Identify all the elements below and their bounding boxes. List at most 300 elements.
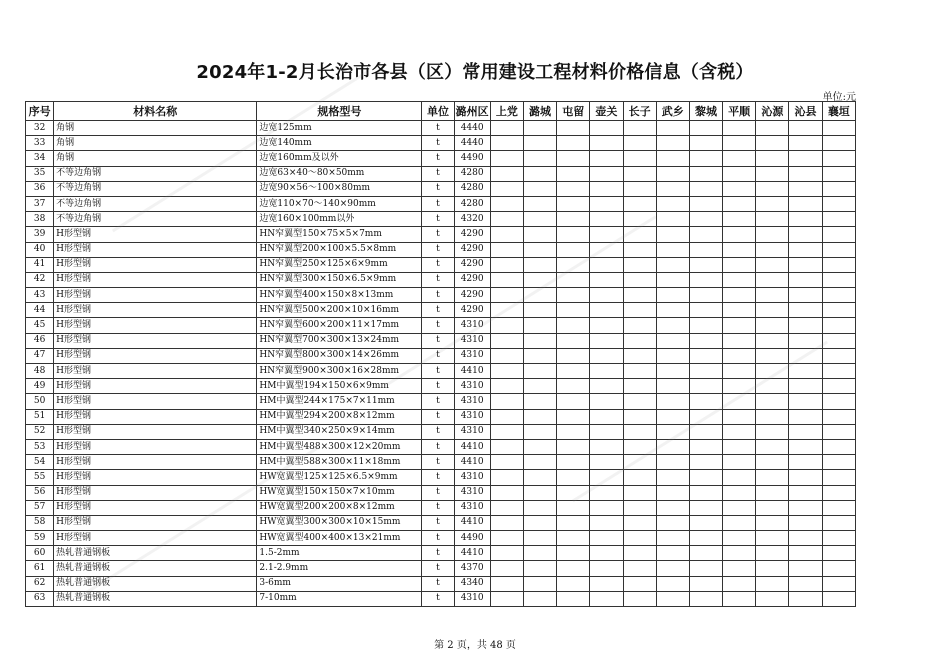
unit-cell: t — [422, 288, 454, 303]
price-empty-cell — [590, 227, 623, 242]
price-empty-cell — [656, 348, 689, 363]
price-empty-cell — [523, 409, 556, 424]
table-row — [26, 500, 856, 515]
price-empty-cell — [623, 136, 656, 151]
price-luzhou: 4410 — [454, 546, 490, 561]
unit-cell: t — [422, 257, 454, 272]
price-empty-cell — [557, 531, 590, 546]
page-footer: 第 2 页，共 48 页 — [434, 640, 516, 651]
header-cell: 沁县 — [789, 102, 822, 121]
price-empty-cell — [490, 485, 523, 500]
price-empty-cell — [756, 257, 789, 272]
material-name: H形型钢 — [54, 439, 257, 454]
price-empty-cell — [490, 500, 523, 515]
price-empty-cell — [656, 257, 689, 272]
unit-cell: t — [422, 515, 454, 530]
price-empty-cell — [789, 531, 822, 546]
row-number: 46 — [26, 333, 54, 348]
row-number: 43 — [26, 288, 54, 303]
price-empty-cell — [523, 166, 556, 181]
price-empty-cell — [490, 546, 523, 561]
price-empty-cell — [789, 257, 822, 272]
price-empty-cell — [656, 591, 689, 606]
price-empty-cell — [623, 531, 656, 546]
row-number: 34 — [26, 151, 54, 166]
price-empty-cell — [822, 151, 855, 166]
material-name: H形型钢 — [54, 348, 257, 363]
price-empty-cell — [557, 394, 590, 409]
table-row — [26, 348, 856, 363]
unit-cell: t — [422, 424, 454, 439]
row-number: 56 — [26, 485, 54, 500]
price-luzhou: 4490 — [454, 531, 490, 546]
price-empty-cell — [523, 196, 556, 211]
price-empty-cell — [756, 121, 789, 136]
price-empty-cell — [756, 439, 789, 454]
price-empty-cell — [490, 439, 523, 454]
table-row — [26, 121, 856, 136]
price-empty-cell — [689, 272, 722, 287]
price-empty-cell — [756, 394, 789, 409]
page-title: 2024年1-2月长治市各县（区）常用建设工程材料价格信息（含税） — [196, 62, 754, 83]
price-empty-cell — [623, 242, 656, 257]
price-empty-cell — [789, 485, 822, 500]
price-empty-cell — [590, 136, 623, 151]
table-row — [26, 272, 856, 287]
price-empty-cell — [623, 303, 656, 318]
price-empty-cell — [623, 409, 656, 424]
price-empty-cell — [557, 546, 590, 561]
price-empty-cell — [822, 242, 855, 257]
price-empty-cell — [590, 348, 623, 363]
unit-cell: t — [422, 181, 454, 196]
price-empty-cell — [656, 303, 689, 318]
price-empty-cell — [656, 576, 689, 591]
price-empty-cell — [623, 546, 656, 561]
price-empty-cell — [822, 121, 855, 136]
spec-model: HW宽翼型300×300×10×15mm — [257, 515, 422, 530]
material-name: H形型钢 — [54, 288, 257, 303]
price-empty-cell — [623, 439, 656, 454]
unit-cell: t — [422, 561, 454, 576]
material-name: H形型钢 — [54, 409, 257, 424]
price-empty-cell — [723, 485, 756, 500]
price-empty-cell — [490, 591, 523, 606]
price-empty-cell — [490, 288, 523, 303]
price-empty-cell — [557, 409, 590, 424]
price-empty-cell — [689, 333, 722, 348]
spec-model: HN窄翼型150×75×5×7mm — [257, 227, 422, 242]
material-name: H形型钢 — [54, 424, 257, 439]
price-empty-cell — [689, 318, 722, 333]
price-empty-cell — [590, 166, 623, 181]
price-empty-cell — [689, 121, 722, 136]
price-empty-cell — [756, 242, 789, 257]
header-cell: 单位 — [422, 102, 454, 121]
price-empty-cell — [723, 333, 756, 348]
header-cell: 襄垣 — [822, 102, 855, 121]
price-empty-cell — [822, 166, 855, 181]
row-number: 45 — [26, 318, 54, 333]
price-luzhou: 4310 — [454, 348, 490, 363]
material-name: 热轧普通钢板 — [54, 591, 257, 606]
unit-cell: t — [422, 576, 454, 591]
price-empty-cell — [822, 136, 855, 151]
spec-model: 边宽140mm — [257, 136, 422, 151]
table-row — [26, 166, 856, 181]
spec-model: HM中翼型194×150×6×9mm — [257, 379, 422, 394]
price-empty-cell — [623, 485, 656, 500]
spec-model: 边宽63×40～80×50mm — [257, 166, 422, 181]
price-empty-cell — [523, 151, 556, 166]
row-number: 41 — [26, 257, 54, 272]
price-luzhou: 4410 — [454, 455, 490, 470]
price-empty-cell — [656, 394, 689, 409]
table-row — [26, 546, 856, 561]
price-empty-cell — [822, 348, 855, 363]
price-empty-cell — [490, 470, 523, 485]
price-empty-cell — [689, 485, 722, 500]
spec-model: HN窄翼型800×300×14×26mm — [257, 348, 422, 363]
unit-cell: t — [422, 531, 454, 546]
price-empty-cell — [756, 500, 789, 515]
price-empty-cell — [656, 318, 689, 333]
row-number: 49 — [26, 379, 54, 394]
price-empty-cell — [523, 272, 556, 287]
price-luzhou: 4490 — [454, 151, 490, 166]
unit-cell: t — [422, 166, 454, 181]
price-empty-cell — [590, 576, 623, 591]
price-empty-cell — [723, 136, 756, 151]
price-empty-cell — [656, 546, 689, 561]
price-empty-cell — [689, 288, 722, 303]
price-luzhou: 4290 — [454, 257, 490, 272]
price-empty-cell — [756, 227, 789, 242]
spec-model: 边宽110×70～140×90mm — [257, 196, 422, 211]
spec-model: HW宽翼型125×125×6.5×9mm — [257, 470, 422, 485]
price-empty-cell — [723, 348, 756, 363]
price-empty-cell — [490, 561, 523, 576]
spec-model: HN窄翼型200×100×5.5×8mm — [257, 242, 422, 257]
price-empty-cell — [590, 364, 623, 379]
table-row — [26, 181, 856, 196]
price-empty-cell — [490, 515, 523, 530]
price-empty-cell — [590, 212, 623, 227]
price-empty-cell — [490, 181, 523, 196]
price-empty-cell — [557, 591, 590, 606]
price-empty-cell — [590, 531, 623, 546]
price-empty-cell — [656, 212, 689, 227]
price-empty-cell — [822, 196, 855, 211]
price-luzhou: 4440 — [454, 136, 490, 151]
price-empty-cell — [490, 151, 523, 166]
price-empty-cell — [623, 318, 656, 333]
price-empty-cell — [789, 591, 822, 606]
row-number: 60 — [26, 546, 54, 561]
row-number: 38 — [26, 212, 54, 227]
price-empty-cell — [623, 591, 656, 606]
price-empty-cell — [723, 364, 756, 379]
material-name: 角钢 — [54, 151, 257, 166]
unit-cell: t — [422, 379, 454, 394]
price-empty-cell — [590, 318, 623, 333]
table-row — [26, 303, 856, 318]
price-luzhou: 4310 — [454, 591, 490, 606]
material-name: H形型钢 — [54, 531, 257, 546]
price-empty-cell — [723, 515, 756, 530]
price-empty-cell — [490, 136, 523, 151]
price-empty-cell — [656, 409, 689, 424]
price-empty-cell — [822, 227, 855, 242]
price-empty-cell — [523, 485, 556, 500]
price-empty-cell — [557, 515, 590, 530]
price-empty-cell — [789, 333, 822, 348]
row-number: 62 — [26, 576, 54, 591]
price-empty-cell — [656, 364, 689, 379]
price-empty-cell — [756, 303, 789, 318]
price-empty-cell — [523, 348, 556, 363]
row-number: 53 — [26, 439, 54, 454]
unit-label: 单位:元 — [822, 92, 856, 103]
row-number: 40 — [26, 242, 54, 257]
price-empty-cell — [656, 379, 689, 394]
price-empty-cell — [557, 181, 590, 196]
spec-model: HW宽翼型200×200×8×12mm — [257, 500, 422, 515]
material-name: 热轧普通钢板 — [54, 546, 257, 561]
unit-cell: t — [422, 136, 454, 151]
material-name: H形型钢 — [54, 485, 257, 500]
price-empty-cell — [789, 288, 822, 303]
material-name: H形型钢 — [54, 242, 257, 257]
price-empty-cell — [557, 439, 590, 454]
unit-cell: t — [422, 272, 454, 287]
price-empty-cell — [789, 439, 822, 454]
price-empty-cell — [590, 485, 623, 500]
spec-model: HW宽翼型150×150×7×10mm — [257, 485, 422, 500]
price-empty-cell — [590, 196, 623, 211]
price-empty-cell — [490, 531, 523, 546]
price-empty-cell — [723, 591, 756, 606]
table-row — [26, 485, 856, 500]
material-name: 不等边角钢 — [54, 181, 257, 196]
price-empty-cell — [490, 318, 523, 333]
price-empty-cell — [756, 272, 789, 287]
header-cell: 材料名称 — [54, 102, 257, 121]
price-empty-cell — [656, 531, 689, 546]
price-empty-cell — [756, 181, 789, 196]
row-number: 44 — [26, 303, 54, 318]
table-row — [26, 196, 856, 211]
price-empty-cell — [523, 288, 556, 303]
price-empty-cell — [822, 561, 855, 576]
price-empty-cell — [557, 166, 590, 181]
price-empty-cell — [557, 121, 590, 136]
table-row — [26, 439, 856, 454]
table-row — [26, 424, 856, 439]
price-empty-cell — [490, 455, 523, 470]
price-empty-cell — [689, 242, 722, 257]
price-empty-cell — [590, 288, 623, 303]
price-empty-cell — [756, 470, 789, 485]
price-luzhou: 4290 — [454, 242, 490, 257]
price-empty-cell — [523, 303, 556, 318]
unit-cell: t — [422, 591, 454, 606]
price-empty-cell — [723, 196, 756, 211]
price-empty-cell — [789, 227, 822, 242]
price-empty-cell — [756, 318, 789, 333]
price-empty-cell — [523, 515, 556, 530]
price-empty-cell — [623, 196, 656, 211]
material-name: H形型钢 — [54, 364, 257, 379]
table-row — [26, 151, 856, 166]
unit-cell: t — [422, 196, 454, 211]
price-empty-cell — [656, 166, 689, 181]
price-empty-cell — [789, 455, 822, 470]
unit-cell: t — [422, 227, 454, 242]
unit-cell: t — [422, 500, 454, 515]
price-empty-cell — [689, 227, 722, 242]
price-empty-cell — [590, 257, 623, 272]
price-empty-cell — [490, 212, 523, 227]
price-empty-cell — [822, 212, 855, 227]
price-empty-cell — [590, 546, 623, 561]
price-empty-cell — [523, 455, 556, 470]
price-empty-cell — [656, 181, 689, 196]
row-number: 59 — [26, 531, 54, 546]
price-empty-cell — [723, 455, 756, 470]
price-empty-cell — [590, 333, 623, 348]
row-number: 33 — [26, 136, 54, 151]
price-empty-cell — [723, 121, 756, 136]
price-empty-cell — [523, 500, 556, 515]
price-empty-cell — [756, 151, 789, 166]
price-empty-cell — [557, 576, 590, 591]
price-empty-cell — [623, 272, 656, 287]
price-empty-cell — [789, 576, 822, 591]
spec-model: HM中翼型588×300×11×18mm — [257, 455, 422, 470]
price-luzhou: 4310 — [454, 318, 490, 333]
header-cell: 屯留 — [557, 102, 590, 121]
price-empty-cell — [689, 181, 722, 196]
price-empty-cell — [656, 136, 689, 151]
price-empty-cell — [789, 136, 822, 151]
price-empty-cell — [490, 424, 523, 439]
price-empty-cell — [557, 364, 590, 379]
price-empty-cell — [656, 424, 689, 439]
price-empty-cell — [623, 561, 656, 576]
price-empty-cell — [789, 409, 822, 424]
unit-cell: t — [422, 242, 454, 257]
price-empty-cell — [623, 348, 656, 363]
price-empty-cell — [623, 364, 656, 379]
spec-model: 边宽125mm — [257, 121, 422, 136]
price-empty-cell — [523, 576, 556, 591]
material-name: H形型钢 — [54, 470, 257, 485]
price-empty-cell — [689, 500, 722, 515]
price-luzhou: 4310 — [454, 409, 490, 424]
price-luzhou: 4290 — [454, 272, 490, 287]
spec-model: HW宽翼型400×400×13×21mm — [257, 531, 422, 546]
price-empty-cell — [789, 272, 822, 287]
material-name: H形型钢 — [54, 333, 257, 348]
price-empty-cell — [689, 409, 722, 424]
price-empty-cell — [756, 288, 789, 303]
price-luzhou: 4280 — [454, 196, 490, 211]
price-empty-cell — [822, 288, 855, 303]
spec-model: 7-10mm — [257, 591, 422, 606]
price-empty-cell — [689, 515, 722, 530]
material-name: 不等边角钢 — [54, 212, 257, 227]
price-empty-cell — [689, 166, 722, 181]
price-empty-cell — [723, 212, 756, 227]
row-number: 37 — [26, 196, 54, 211]
table-header-row — [26, 102, 856, 121]
price-empty-cell — [523, 333, 556, 348]
price-empty-cell — [557, 455, 590, 470]
unit-cell: t — [422, 409, 454, 424]
material-name: H形型钢 — [54, 303, 257, 318]
price-luzhou: 4310 — [454, 485, 490, 500]
price-empty-cell — [822, 379, 855, 394]
price-empty-cell — [789, 500, 822, 515]
unit-cell: t — [422, 151, 454, 166]
unit-cell: t — [422, 394, 454, 409]
table-row — [26, 242, 856, 257]
price-empty-cell — [523, 439, 556, 454]
header-cell: 壶关 — [590, 102, 623, 121]
price-empty-cell — [723, 303, 756, 318]
price-empty-cell — [590, 470, 623, 485]
price-empty-cell — [590, 500, 623, 515]
price-empty-cell — [623, 470, 656, 485]
spec-model: HN窄翼型250×125×6×9mm — [257, 257, 422, 272]
price-empty-cell — [689, 561, 722, 576]
row-number: 54 — [26, 455, 54, 470]
price-empty-cell — [557, 485, 590, 500]
price-empty-cell — [523, 136, 556, 151]
price-empty-cell — [557, 257, 590, 272]
table-row — [26, 561, 856, 576]
material-name: 热轧普通钢板 — [54, 576, 257, 591]
unit-cell: t — [422, 303, 454, 318]
price-empty-cell — [789, 364, 822, 379]
price-empty-cell — [822, 500, 855, 515]
price-empty-cell — [557, 212, 590, 227]
price-luzhou: 4310 — [454, 333, 490, 348]
price-empty-cell — [822, 364, 855, 379]
price-empty-cell — [689, 212, 722, 227]
price-empty-cell — [590, 272, 623, 287]
row-number: 58 — [26, 515, 54, 530]
price-empty-cell — [490, 196, 523, 211]
price-empty-cell — [723, 272, 756, 287]
material-name: H形型钢 — [54, 394, 257, 409]
price-empty-cell — [656, 439, 689, 454]
price-empty-cell — [490, 348, 523, 363]
price-empty-cell — [756, 379, 789, 394]
price-empty-cell — [789, 212, 822, 227]
price-empty-cell — [623, 333, 656, 348]
price-empty-cell — [490, 303, 523, 318]
price-empty-cell — [723, 181, 756, 196]
price-empty-cell — [723, 151, 756, 166]
row-number: 36 — [26, 181, 54, 196]
price-empty-cell — [756, 531, 789, 546]
price-empty-cell — [557, 318, 590, 333]
price-empty-cell — [557, 272, 590, 287]
price-empty-cell — [590, 151, 623, 166]
price-empty-cell — [490, 394, 523, 409]
